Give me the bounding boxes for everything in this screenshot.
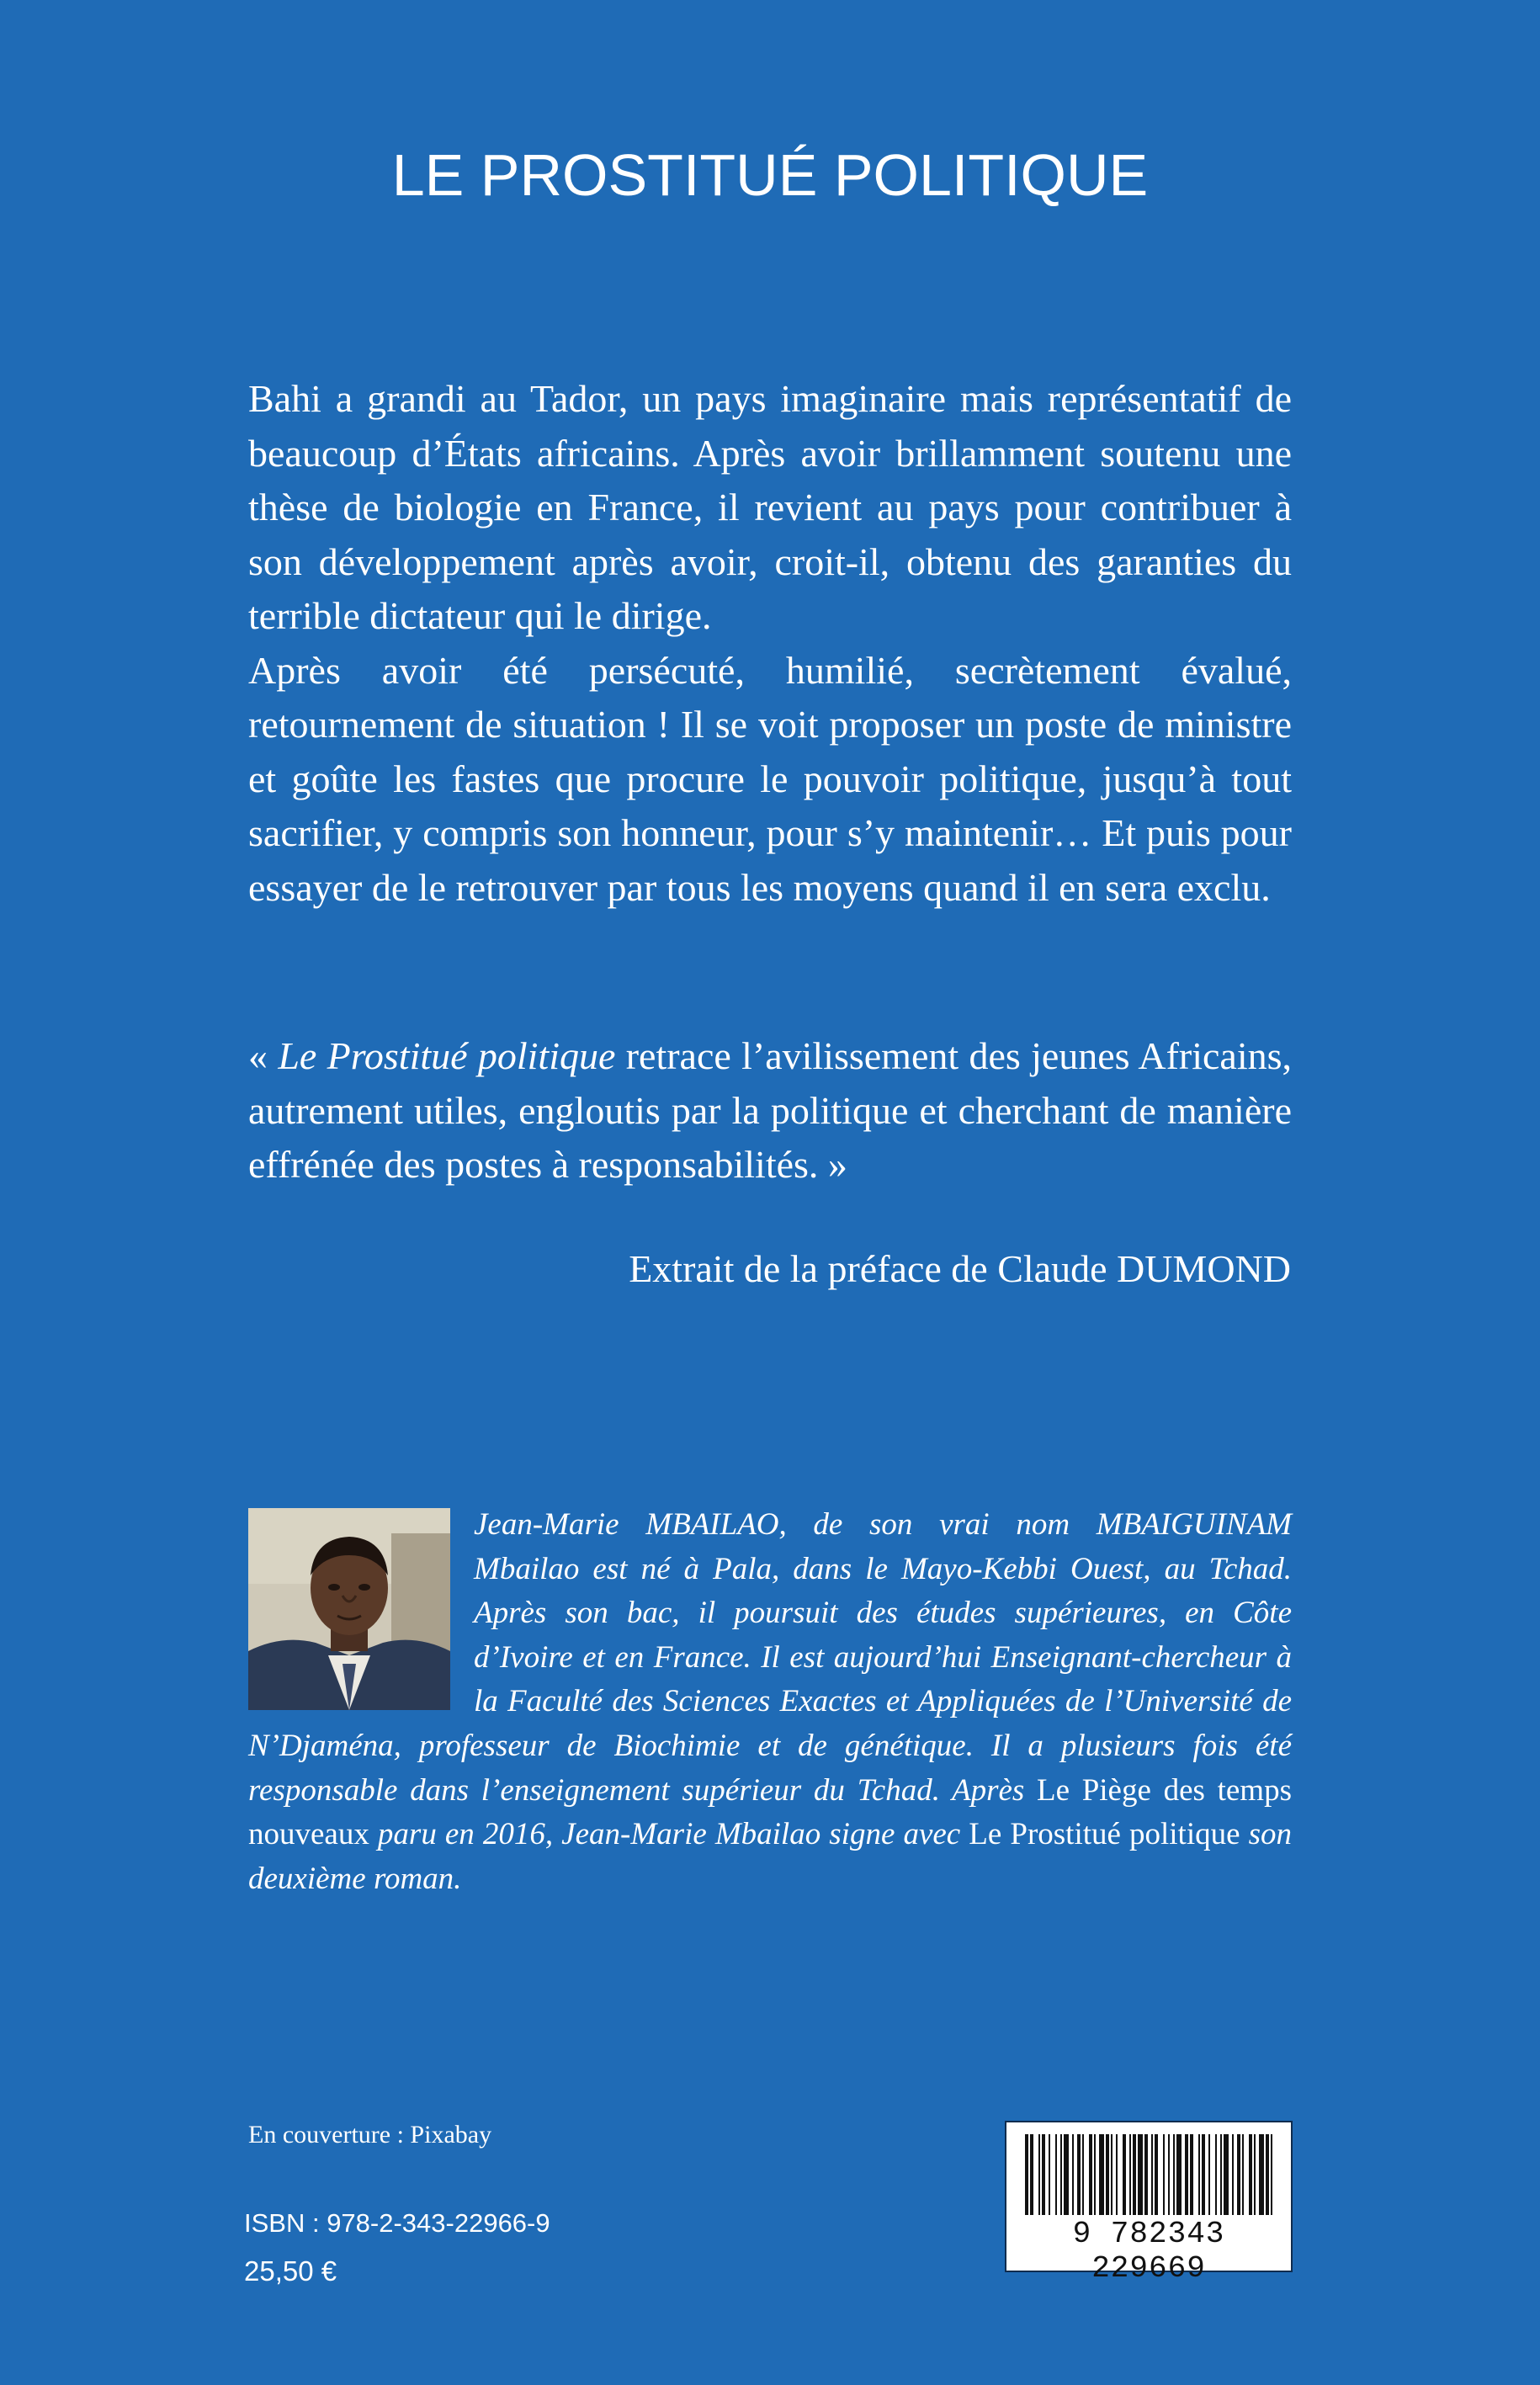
barcode-bar <box>1155 2134 1158 2215</box>
barcode-bar <box>1198 2134 1200 2215</box>
barcode-bar <box>1215 2134 1217 2215</box>
quote-credit: Extrait de la préface de Claude DUMOND <box>629 1247 1291 1290</box>
barcode-bar <box>1049 2134 1050 2215</box>
barcode-bar <box>1271 2134 1272 2215</box>
barcode-bar <box>1138 2134 1143 2215</box>
barcode-bar <box>1168 2134 1170 2215</box>
synopsis-paragraph-1: Bahi a grandi au Tador, un pays imaginaire mais représentatif de beaucoup d’États africains. Après avoir brillamment soutenu une thèse de biologie en France, il revient au pays pour contribuer à son développement après avoir, croit-il, obtenu des garanties du terrible dictateur qui le dirige. <box>248 377 1292 637</box>
barcode-bar <box>1259 2134 1264 2215</box>
barcode-bar <box>1254 2134 1256 2215</box>
barcode-bar <box>1249 2134 1252 2215</box>
barcode-bar <box>1030 2134 1033 2215</box>
barcode-bar <box>1237 2134 1240 2215</box>
barcode-bar <box>1163 2134 1165 2215</box>
barcode-digits: 9 782343 229669 <box>1072 2217 1225 2286</box>
quote-open-mark: « <box>248 1034 279 1077</box>
bio-text-part-1: Jean-Marie MBAILAO, de son vrai nom MBAIGUINAM Mbailao est né à Pala, dans le Mayo-Kebbi Ouest, au Tchad. Après son bac, il poursuit des études supérieures, en Côte d’Ivoire et en France. Il est aujourd’hui Enseignant-chercheur à la Faculté des Sciences Exactes et Appliquées de l’Université de N’Djaména, professeur de Biochimie et de génétique. Il a plusieurs fois été responsable dans l’enseignement supérieur du Tchad. Après <box>248 1507 1292 1808</box>
synopsis-paragraph-2: Après avoir été persécuté, humilié, secrètement évalué, retournement de situation ! Il se voit proposer un poste de ministre et goûte les fastes que procure le pouvoir politique, jusqu’à tout sacrifier, y compris son honneur, pour s’y maintenir… Et puis pour essayer de le retrouver par tous les moyens quand il en sera exclu. <box>248 648 1292 909</box>
barcode-bar <box>1242 2134 1244 2215</box>
book-title: LE PROSTITUÉ POLITIQUE <box>391 142 1149 208</box>
barcode-bar <box>1082 2134 1084 2215</box>
barcode-bar <box>1042 2134 1045 2215</box>
barcode-bar <box>1077 2134 1081 2215</box>
isbn: ISBN : 978-2-343-22966-9 <box>244 2208 550 2238</box>
barcode-bar <box>1060 2134 1062 2215</box>
barcode-bar <box>1151 2134 1153 2215</box>
barcode-bar <box>1202 2134 1205 2215</box>
barcode-bar <box>1094 2134 1096 2215</box>
barcode-bar <box>1224 2134 1229 2215</box>
barcode-bar <box>1266 2134 1269 2215</box>
barcode-bar <box>1025 2134 1028 2215</box>
barcode-bar <box>1232 2134 1234 2215</box>
bio-text-part-3: son deuxième roman. <box>248 1817 1292 1896</box>
bio-book-title-1: Le Piège des temps nouveaux <box>248 1772 1292 1852</box>
barcode-bar <box>1176 2134 1182 2215</box>
quote-text: retrace l’avilissement des jeunes Africains, autrement utiles, engloutis par la politique et cherchant de manière effrénée des postes à responsabilités. » <box>248 1034 1292 1186</box>
barcode-bar <box>1123 2134 1126 2215</box>
quote-book-title: Le Prostitué politique <box>278 1034 616 1077</box>
synopsis <box>248 372 1292 915</box>
bio-text-part-2: paru en 2016, Jean-Marie Mbailao signe avec <box>369 1817 969 1852</box>
bio-book-title-2: Le Prostitué politique <box>969 1817 1240 1852</box>
barcode-bar <box>1144 2134 1148 2215</box>
cover-image-credit: En couverture : Pixabay <box>248 2121 492 2149</box>
author-biography <box>248 1503 1292 1901</box>
price: 25,50 € <box>244 2255 337 2287</box>
barcode-bar <box>1173 2134 1175 2215</box>
barcode-bar <box>1089 2134 1092 2215</box>
preface-quote <box>248 1029 1292 1192</box>
barcode-bar <box>1190 2134 1193 2215</box>
barcode-bar <box>1208 2134 1210 2215</box>
barcode-bar <box>1220 2134 1222 2215</box>
barcode-bar <box>1106 2134 1109 2215</box>
barcode-bar <box>1064 2134 1069 2215</box>
barcode-bar <box>1185 2134 1188 2215</box>
barcode-bar <box>1133 2134 1136 2215</box>
barcode-bar <box>1116 2134 1118 2215</box>
barcode-bar <box>1055 2134 1057 2215</box>
barcode-bar <box>1099 2134 1104 2215</box>
barcode-bars <box>1025 2134 1274 2215</box>
barcode-bar <box>1129 2134 1131 2215</box>
barcode-bar <box>1111 2134 1113 2215</box>
barcode-bar <box>1038 2134 1040 2215</box>
barcode <box>1005 2121 1293 2286</box>
barcode-bar <box>1072 2134 1074 2215</box>
